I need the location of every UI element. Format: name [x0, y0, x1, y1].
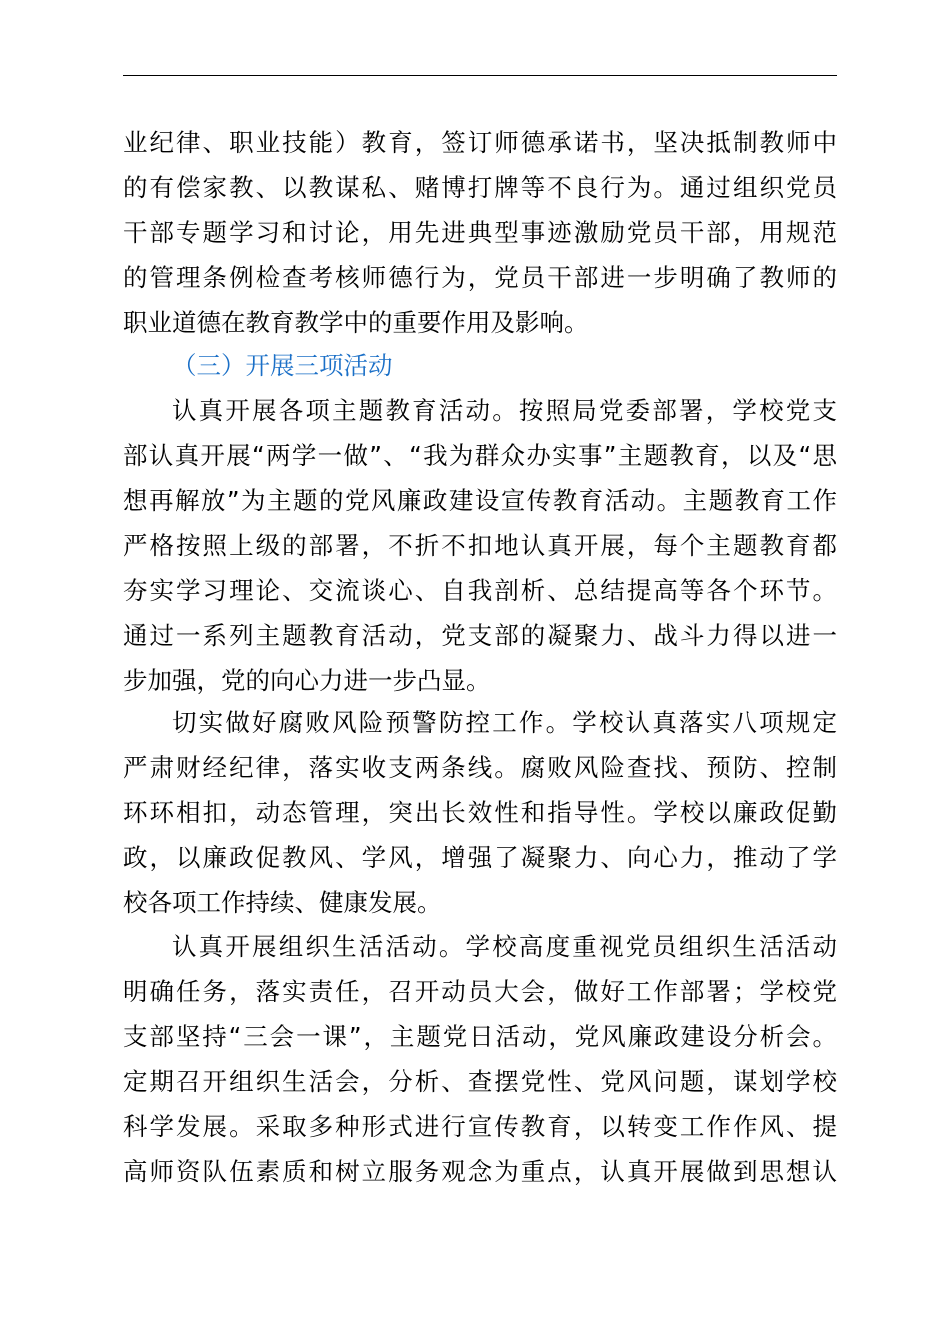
paragraph-line: 定期召开组织生活会，分析、查摆党性、党风问题，谋划学校 [123, 1067, 837, 1096]
paragraph-line: 支部坚持“三会一课”，主题党日活动，党风廉政建设分析会。 [123, 1022, 837, 1051]
paragraph-line: 政，以廉政促教风、学风，增强了凝聚力、向心力，推动了学 [123, 843, 837, 872]
paragraph-line: 步加强，党的向心力进一步凸显。 [123, 666, 491, 695]
paragraph-line: 严格按照上级的部署，不折不扣地认真开展，每个主题教育都 [123, 531, 837, 560]
text-line: 干部专题学习和讨论，用先进典型事迹激励党员干部，用规范 [123, 218, 837, 247]
paragraph-line: 夯实学习理论、交流谈心、自我剖析、总结提高等各个环节。 [123, 576, 837, 605]
paragraph-line: 明确任务，落实责任，召开动员大会，做好工作部署；学校党 [123, 977, 837, 1006]
paragraph-line: 科学发展。采取多种形式进行宣传教育，以转变工作作风、提 [123, 1112, 837, 1141]
paragraph-line: 认真开展组织生活活动。学校高度重视党员组织生活活动 [172, 932, 837, 961]
text-line: 的管理条例检查考核师德行为，党员干部进一步明确了教师的 [123, 263, 837, 292]
header-rule [123, 75, 837, 76]
text-line: 职业道德在教育教学中的重要作用及影响。 [123, 308, 589, 337]
paragraph-line: 通过一系列主题教育活动，党支部的凝聚力、战斗力得以进一 [123, 621, 837, 650]
paragraph-line: 严肃财经纪律，落实收支两条线。腐败风险查找、预防、控制 [123, 753, 837, 782]
section-heading: （三）开展三项活动 [172, 351, 393, 380]
paragraph-line: 环环相扣，动态管理，突出长效性和指导性。学校以廉政促勤 [123, 798, 837, 827]
paragraph-line: 切实做好腐败风险预警防控工作。学校认真落实八项规定 [172, 708, 837, 737]
paragraph-line: 部认真开展“两学一做”、“我为群众办实事”主题教育，以及“思 [123, 441, 837, 470]
text-line: 的有偿家教、以教谋私、赌博打牌等不良行为。通过组织党员 [123, 173, 837, 202]
paragraph-line: 认真开展各项主题教育活动。按照局党委部署，学校党支 [172, 396, 837, 425]
paragraph-line: 想再解放”为主题的党风廉政建设宣传教育活动。主题教育工作 [123, 486, 837, 515]
text-line: 业纪律、职业技能）教育，签订师德承诺书，坚决抵制教师中 [123, 128, 837, 157]
paragraph-line: 校各项工作持续、健康发展。 [123, 888, 442, 917]
paragraph-line: 高师资队伍素质和树立服务观念为重点，认真开展做到思想认 [123, 1157, 837, 1186]
